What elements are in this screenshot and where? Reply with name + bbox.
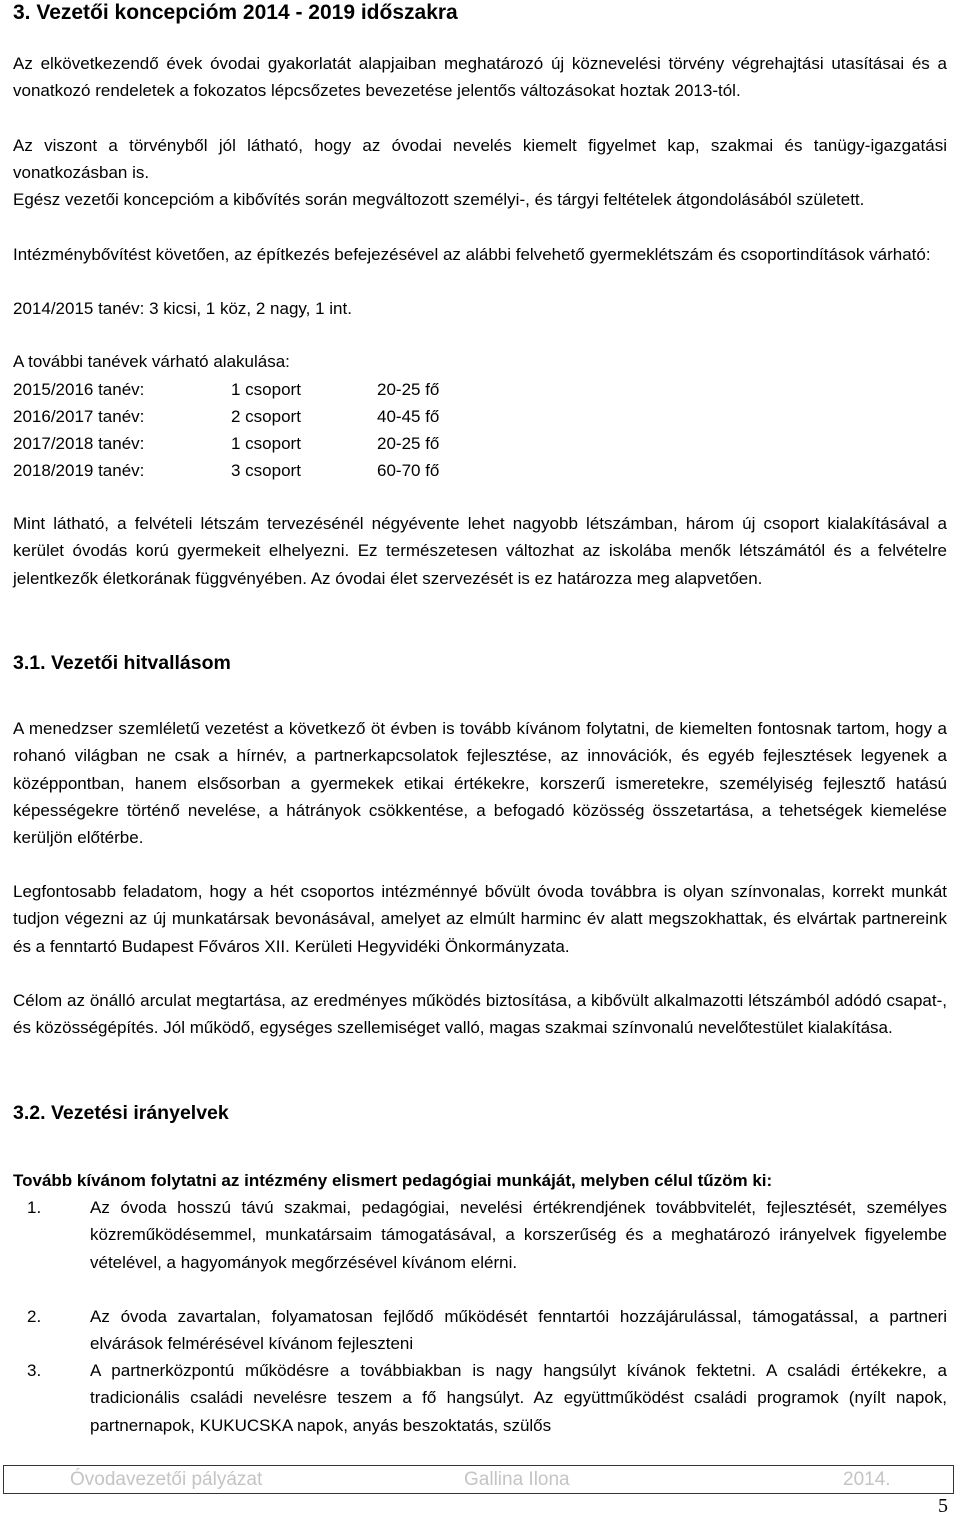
footer-title: Óvodavezetői pályázat xyxy=(70,1469,263,1490)
section-3-2-heading: 3.2. Vezetési irányelvek xyxy=(13,1102,229,1124)
paragraph-goal: Célom az önálló arculat megtartása, az eredményes működés biztosítása, a kibővült alkalmazotti létszámból adódó csapat-, és közösségépítés. Jól működő, egységes szellemiséget valló, magas szakmai színvonalú nevelőtestület kialakítása. xyxy=(13,991,947,1038)
forecast-children: 40-45 fő xyxy=(377,407,440,426)
page-footer xyxy=(3,1465,954,1494)
list-item-number: 1. xyxy=(27,1198,42,1217)
paragraph-management-philosophy: A menedzser szemléletű vezetést a következő öt évben is tovább kívánom folytatni, de kiemelten fontosnak tartom, hogy a rohanó világban ne csak a hírnév, a partnerkapcsolatok fejlesztése, az innovációk, és egyéb fejlesztések legyenek a középpontban, hanem elsősorban a gyermekek etikai értékekre, korszerű ismeretekre, személyiség fejlesztő hatású képességekre történő nevelése, a hátrányok csökkentése, a befogadó közösség összetartása, a tehetségek kiemelése kerüljön előtérbe. xyxy=(13,719,947,848)
page-number: 5 xyxy=(938,1495,948,1517)
paragraph-main-task: Legfontosabb feladatom, hogy a hét csoportos intézménnyé bővült óvoda továbbra is olyan színvonalas, korrekt munkát tudjon végezni az új munkatársak bevonásával, amelyet az elmúlt harminc év alatt megszokhattak, és elvártak partnereink és a fenntartó Budapest Főváros XII. Kerületi Hegyvidéki Önkormányzata. xyxy=(13,882,947,956)
paragraph-current-year: 2014/2015 tanév: 3 kicsi, 1 köz, 2 nagy, 1 int. xyxy=(13,299,352,318)
list-item-text: Az óvoda hosszú távú szakmai, pedagógiai, nevelési értékrendjének továbbvitelét, fejlesztését, személyes közreműködésemmel, munkatársaim támogatásával, a korszerűség és a meghatározó irányelvek figyelembe vételével, a hagyományok megőrzésével kívánom elérni. xyxy=(90,1198,947,1272)
forecast-children: 20-25 fő xyxy=(377,380,440,399)
forecast-year: 2017/2018 tanév: xyxy=(13,434,145,453)
paragraph-concept: Egész vezetői koncepcióm a kibővítés során megváltozott személyi-, és tárgyi feltételek átgondolásából született. xyxy=(13,190,865,209)
section-3-heading: 3. Vezetői koncepcióm 2014 - 2019 időszakra xyxy=(13,1,458,24)
paragraph-forecast-summary: Mint látható, a felvételi létszám tervezésénél négyévente lehet nagyobb létszámban, három új csoport kialakításával a kerület óvodás korú gyermekeit elhelyezni. Ez természetesen változhat az iskolába menők létszámától és a felvételre jelentkezők életkorának függvényében. Az óvodai élet szervezését is ez határozza meg alapvetően. xyxy=(13,514,947,588)
forecast-children: 20-25 fő xyxy=(377,434,440,453)
list-item-number: 2. xyxy=(27,1307,42,1326)
forecast-year: 2015/2016 tanév: xyxy=(13,380,145,399)
forecast-groups: 1 csoport xyxy=(231,434,301,453)
footer-year: 2014. xyxy=(843,1469,891,1490)
forecast-groups: 1 csoport xyxy=(231,380,301,399)
paragraph-intro: Az elkövetkezendő évek óvodai gyakorlatát alapjaiban meghatározó új köznevelési törvény végrehajtási utasításai és a vonatkozó rendeletek a fokozatos lépcsőzetes bevezetése jelentős változásokat hoztak 2013-tól. xyxy=(13,54,947,101)
forecast-year: 2018/2019 tanév: xyxy=(13,461,145,480)
guidelines-lead: Tovább kívánom folytatni az intézmény elismert pedagógiai munkáját, melyben célul tűzöm ki: xyxy=(13,1171,773,1190)
list-item-text: Az óvoda zavartalan, folyamatosan fejlődő működését fenntartói hozzájárulással, támogatással, a partneri elvárások felmérésével kívánom fejleszteni xyxy=(90,1307,947,1354)
forecast-intro: A további tanévek várható alakulása: xyxy=(13,352,290,371)
section-3-1-heading: 3.1. Vezetői hitvallásom xyxy=(13,652,231,674)
paragraph-law-focus: Az viszont a törvényből jól látható, hogy az óvodai nevelés kiemelt figyelmet kap, szakmai és tanügy-igazgatási vonatkozásban is. xyxy=(13,136,947,183)
forecast-year: 2016/2017 tanév: xyxy=(13,407,145,426)
list-item-number: 3. xyxy=(27,1361,42,1380)
forecast-groups: 3 csoport xyxy=(231,461,301,480)
list-item-text: A partnerközpontú működésre a továbbiakban is nagy hangsúlyt kívánok fektetni. A családi értékekre, a tradicionális családi nevelésre teszem a fő hangsúlyt. Az együttműködést családi programok (nyílt napok, partnernapok, KUKUCSKA napok, anyás beszoktatás, szülős xyxy=(90,1361,947,1435)
forecast-children: 60-70 fő xyxy=(377,461,440,480)
footer-author: Gallina Ilona xyxy=(464,1469,570,1490)
forecast-groups: 2 csoport xyxy=(231,407,301,426)
paragraph-expansion: Intézménybővítést követően, az építkezés befejezésével az alábbi felvehető gyermeklétszám és csoportindítások várható: xyxy=(13,245,931,264)
